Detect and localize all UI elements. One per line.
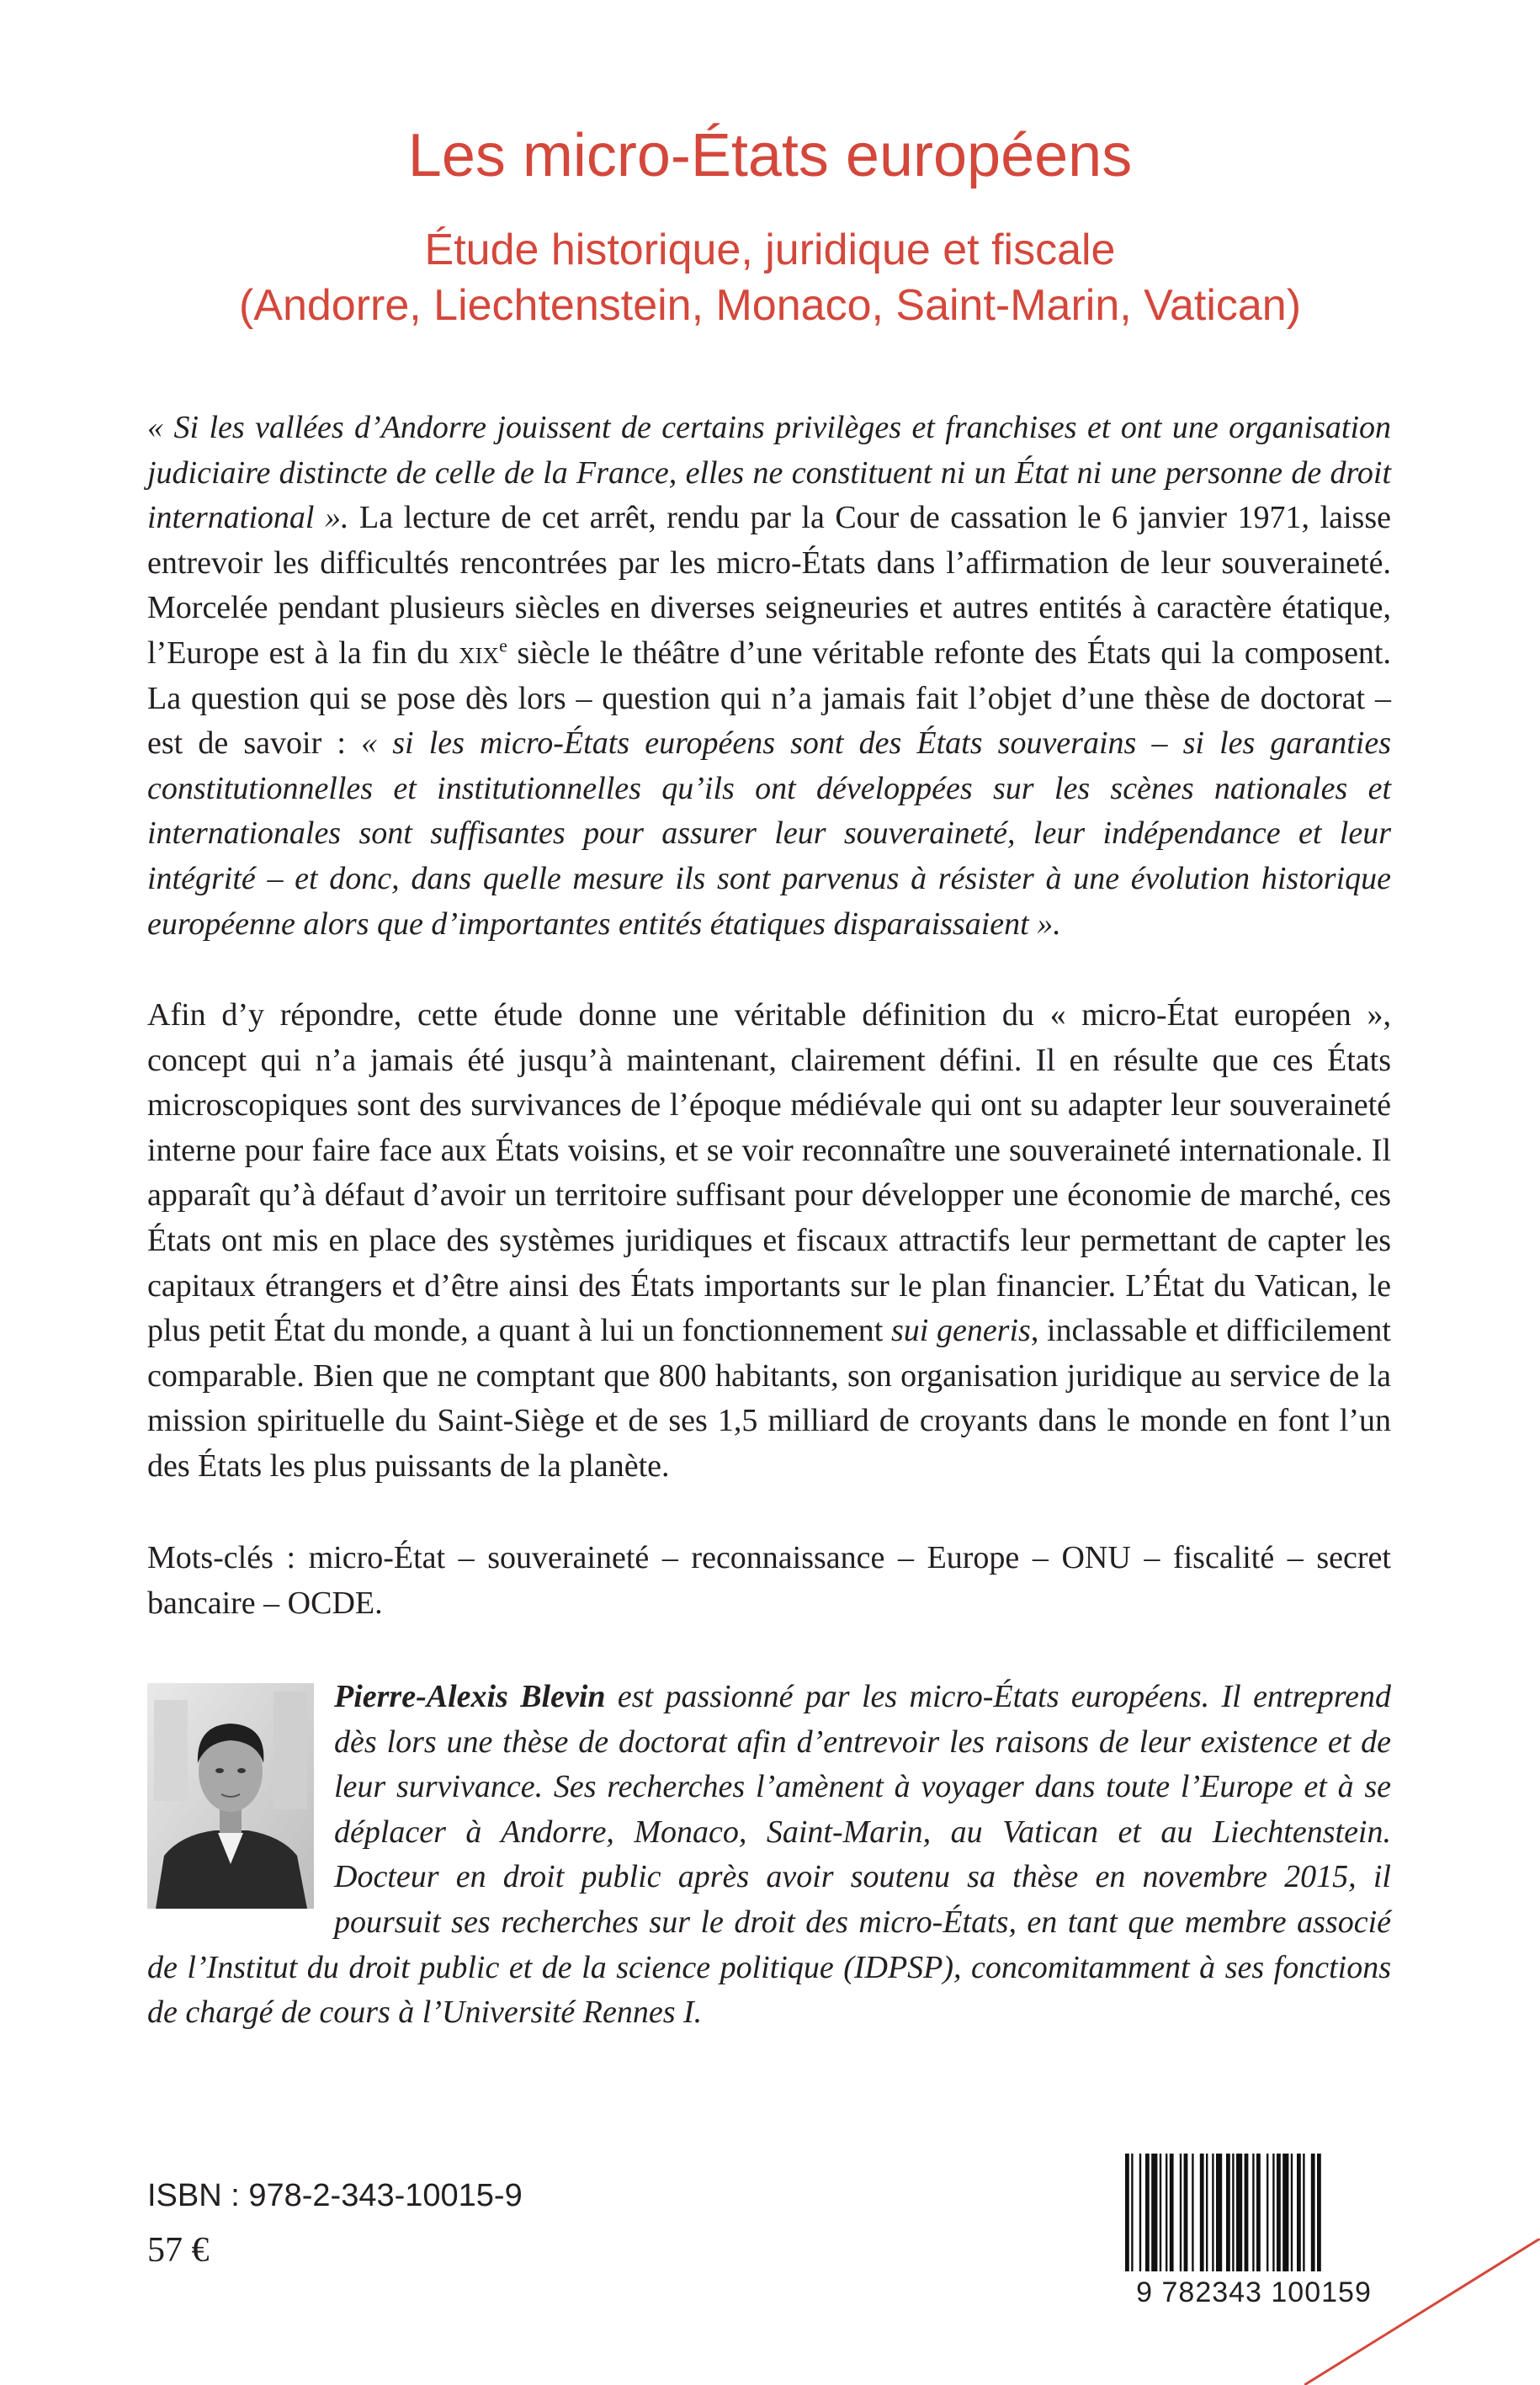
century-numeral: xix — [459, 635, 500, 671]
paragraph2-italic: sui generis — [890, 1313, 1031, 1349]
book-subtitle-line2: (Andorre, Liechtenstein, Monaco, Saint-Marin, Vatican) — [238, 281, 1302, 330]
paragraph1-text-b: siècle le théâtre d’une véritable refonte des États qui la composent. La question qui se pose dès lors – question qui n’a jamais fait l’objet d’une thèse de doctorat – est de savoir : — [147, 635, 1391, 762]
book-title: Les micro-États européens — [407, 122, 1133, 189]
author-name: Pierre-Alexis Blevin — [334, 1679, 606, 1714]
summary-paragraph-1 — [147, 406, 1391, 947]
keywords: Mots-clés : micro-État – souveraineté – reconnaissance – Europe – ONU – fiscalité – secret bancaire – OCDE. — [147, 1540, 1391, 1621]
opening-quote: « Si les vallées d’Andorre jouissent de certains privilèges et franchises et ont une organisation judiciaire distincte de celle de la France, elles ne constituent ni un État ni une personne de droit international ». — [147, 410, 1391, 536]
portrait-photo-icon — [147, 1683, 314, 1909]
research-question: « si les micro-États européens sont des États souverains – si les garanties constitutionnelles et institutionnelles qu’ils ont développées sur les scènes nationales et internationales sont suffisantes pour assurer leur souveraineté, leur indépendance et leur intégrité – et donc, dans quelle mesure ils sont parvenus à résister à une évolution historique européenne alors que d’importantes entités étatiques disparaissaient ». — [147, 725, 1391, 942]
author-bio — [147, 1675, 1391, 2036]
paragraph1-text-a: La lecture de cet arrêt, rendu par la Cour de cassation le 6 janvier 1971, laisse entrevoir les difficultés rencontrées par les micro-États dans l’affirmation de leur souveraineté. Morcelée pendant plusieurs siècles en diverses seigneuries et autres entités à caractère étatique, l’Europe est à la fin du — [147, 500, 1391, 671]
decorative-corner-line — [1304, 2239, 1540, 2385]
isbn: ISBN : 978-2-343-10015-9 — [147, 2178, 523, 2213]
paragraph2-text-a: Afin d’y répondre, cette étude donne une véritable définition du « micro-État européen », concept qui n’a jamais été jusqu’à maintenant, clairement défini. Il en résulte que ces États microscopiques sont des survivances de l’époque médiévale qui ont su adapter leur souveraineté interne pour faire face aux États voisins, et se voir reconnaître une souveraineté internationale. Il apparaît qu’à défaut d’avoir un territoire suffisant pour développer une économie de marché, ces États ont mis en place des systèmes juridiques et fiscaux attractifs leur permettant de capter les capitaux étrangers et d’être ainsi des États importants sur le plan financier. L’État du Vatican, le plus petit État du monde, a quant à lui un fonctionnement — [147, 997, 1391, 1349]
barcode-digits: 9 782343 100159 — [1136, 2276, 1372, 2308]
price: 57 € — [147, 2231, 210, 2270]
paragraph2-text-b: , inclassable et difficilement comparable. Bien que ne comptant que 800 habitants, son organisation juridique au service de la mission spirituelle du Saint-Siège et de ses 1,5 milliard de croyants dans le monde en font l’un des États les plus puissants de la planète. — [147, 1313, 1391, 1484]
title-block — [0, 118, 1540, 333]
summary-paragraph-2 — [147, 993, 1391, 1490]
author-bio-text: est passionné par les micro-États européens. Il entreprend dès lors une thèse de doctorat afin d’entrevoir les raisons de leur existence et de leur survivance. Ses recherches l’amènent à voyager dans toute l’Europe et à se déplacer à Andorre, Monaco, Saint-Marin, au Vatican et au Liechtenstein. Docteur en droit public après avoir soutenu sa thèse en novembre 2015, il poursuit ses recherches sur le droit des micro-États, en tant que membre associé de l’Institut du droit public et de la science politique (IDPSP), concomitamment à ses fonctions de chargé de cours à l’Université Rennes I. — [147, 1679, 1391, 2031]
century-superscript: e — [499, 635, 507, 656]
book-subtitle-line1: Étude historique, juridique et fiscale — [424, 226, 1116, 274]
